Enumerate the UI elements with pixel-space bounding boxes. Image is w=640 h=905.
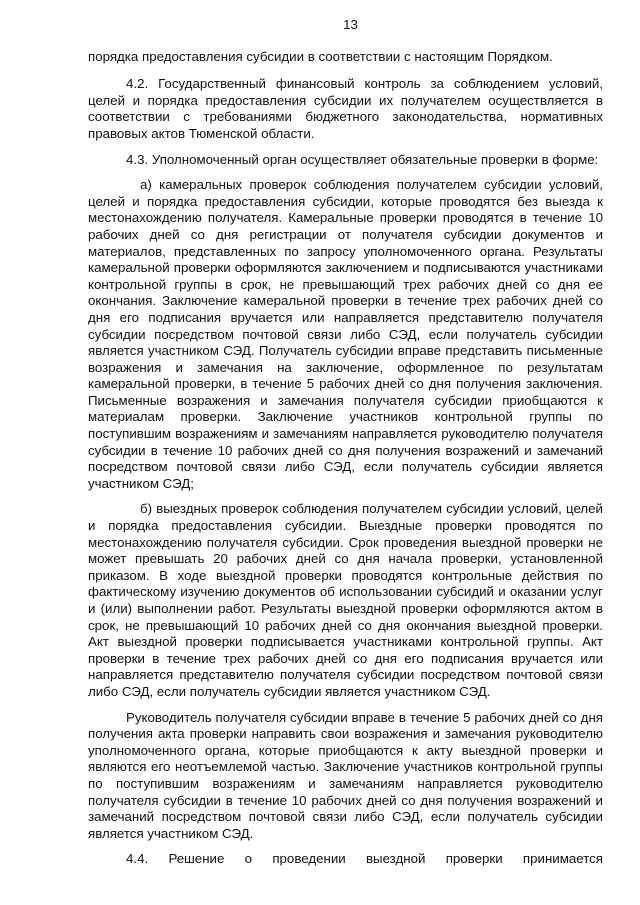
paragraph-objections: Руководитель получателя субсидии вправе в течение 5 рабочих дней со дня получения акта проверки направить свои возражения и замечания руководителю уполномоченного органа, которые приобщаются к акту выездной проверки и являются его неотъемлемой частью. Заключение участников контрольной группы по поступившим возражениям и замечаниям направляется руководителю получателя субсидии в течение 10 рабочих дней со дня получения возражений и замечаний посредством почтовой связи либо СЭД, если получатель субсидии является участником СЭД. xyxy=(88,709,603,841)
page-number: 13 xyxy=(343,17,358,32)
paragraph-4-4: 4.4. Решение о проведении выездной проверки принимается xyxy=(126,851,603,867)
paragraph-continuation: порядка предоставления субсидии в соответствии с настоящим Порядком. xyxy=(88,48,553,64)
paragraph-4-3-a: а) камеральных проверок соблюдения получателем субсидии условий, целей и порядка предоставления субсидии, которые проводятся без выезда к местонахождению получателя. Камеральные проверки проводятся в течение 10 рабочих дней со дня регистрации от получателя субсидии документов и материалов, представленных по запросу уполномоченного органа. Результаты камеральной проверки оформляются заключением и подписываются участниками контрольной группы в срок, не превышающий трех рабочих дней со дня ее окончания. Заключение камеральной проверки в течение трех рабочих дней со дня его подписания вручается или направляется представителю получателя субсидии посредством почтовой связи либо СЭД, если получатель субсидии является участником СЭД. Получатель субсидии вправе представить письменные возражения и замечания на заключение, оформленное по результатам камеральной проверки, в течение 5 рабочих дней со дня получения заключения. Письменные возражения и замечания получателя субсидии приобщаются к материалам проверки. Заключение участников контрольной группы по поступившим возражениям и замечаниям направляется руководителю получателя субсидии в течение 10 рабочих дней со дня получения возражений и замечаний посредством почтовой связи либо СЭД, если получатель субсидии является участником СЭД; xyxy=(88,177,603,491)
paragraph-4-3-b: б) выездных проверок соблюдения получателем субсидии условий, целей и порядка предоставления субсидии. Выездные проверки проводятся по местонахождению получателя субсидии. Срок проведения выездной проверки не может превышать 20 рабочих дней со дня начала проверки, установленной приказом. В ходе выездной проверки проводятся контрольные действия по фактическому изучению документов об использовании субсидий и оказании услуг и (или) выполнении работ. Результаты выездной проверки оформляются актом в срок, не превышающий 10 рабочих дней со дня окончания выездной проверки. Акт выездной проверки подписывается участниками контрольной группы. Акт проверки в течение трех рабочих дней со дня его подписания вручается или направляется представителю получателя субсидии посредством почтовой связи либо СЭД, если получатель субсидии является участником СЭД. xyxy=(88,501,603,699)
paragraph-4-2: 4.2. Государственный финансовый контроль за соблюдением условий, целей и порядка предоставления субсидии их получателем осуществляется в соответствии с требованиями бюджетного законодательства, нормативных правовых актов Тюменской области. xyxy=(88,76,603,141)
paragraph-4-3: 4.3. Уполномоченный орган осуществляет обязательные проверки в форме: xyxy=(126,151,599,167)
